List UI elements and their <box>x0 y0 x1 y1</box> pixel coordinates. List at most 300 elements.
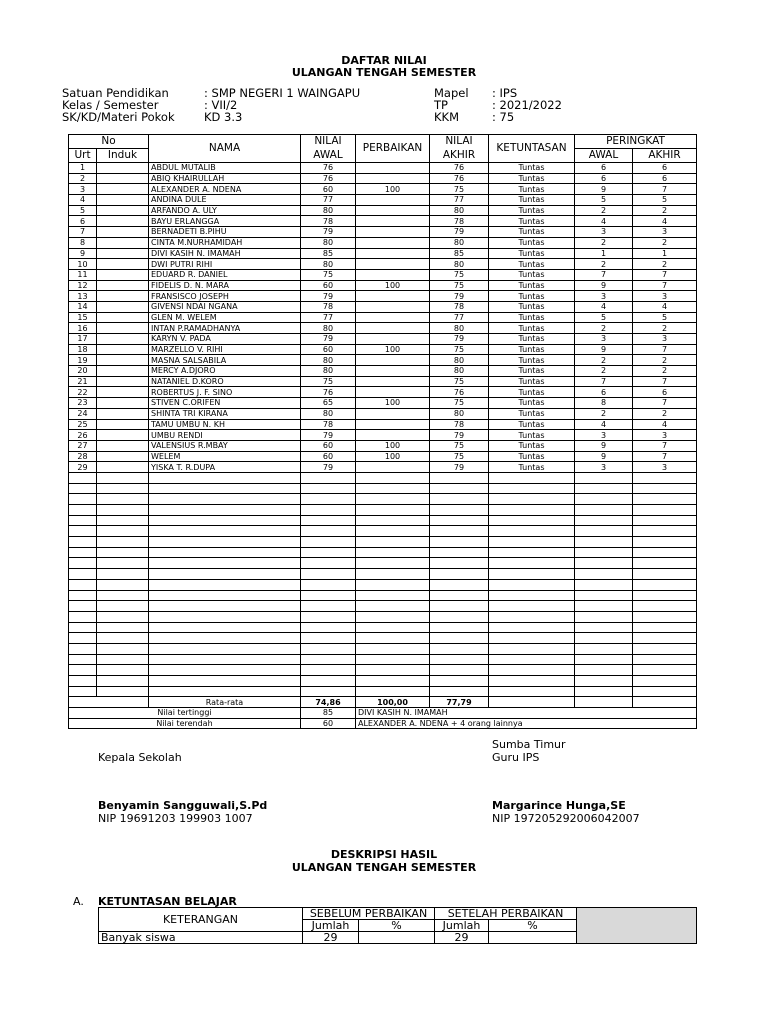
header-perbaikan: PERBAIKAN <box>356 135 430 163</box>
cell-nama: MASNA SALSABILA <box>149 355 301 366</box>
empty-cell <box>489 590 575 601</box>
cell-nama: ROBERTUS J. F. SINO <box>149 387 301 398</box>
empty-cell <box>489 505 575 516</box>
empty-cell <box>575 515 633 526</box>
cell-nilai-awal: 77 <box>301 195 356 206</box>
cell-peringkat-awal: 4 <box>575 419 633 430</box>
cell-nilai-awal: 80 <box>301 323 356 334</box>
header-no: No <box>69 135 149 149</box>
cell-ketuntasan: Tuntas <box>489 227 575 238</box>
empty-row <box>69 590 697 601</box>
empty-cell <box>430 558 489 569</box>
empty-cell <box>430 526 489 537</box>
cell-perbaikan <box>356 334 430 345</box>
empty-cell <box>149 579 301 590</box>
empty-cell <box>149 515 301 526</box>
empty-cell <box>356 590 430 601</box>
cell-perbaikan <box>356 269 430 280</box>
empty-cell <box>301 569 356 580</box>
deskripsi-title-1: DESKRIPSI HASIL <box>330 848 438 861</box>
table-row <box>69 227 697 238</box>
cell-perbaikan <box>356 205 430 216</box>
cell-perbaikan <box>356 355 430 366</box>
cell-nilai-awal: 75 <box>301 269 356 280</box>
cell-nilai-awal: 80 <box>301 408 356 419</box>
empty-cell <box>301 590 356 601</box>
empty-cell <box>97 558 149 569</box>
table-row <box>69 216 697 227</box>
cell-nilai-akhir: 75 <box>430 184 489 195</box>
cell-peringkat-awal: 5 <box>575 312 633 323</box>
cell-nama: TAMU UMBU N. KH <box>149 419 301 430</box>
empty-cell <box>633 515 697 526</box>
empty-cell <box>97 611 149 622</box>
cell-induk <box>97 163 149 174</box>
cell-peringkat-awal: 9 <box>575 451 633 462</box>
empty-cell <box>430 579 489 590</box>
empty-cell <box>489 643 575 654</box>
cell-induk <box>97 269 149 280</box>
empty-cell <box>97 654 149 665</box>
cell-perbaikan <box>356 195 430 206</box>
cell-nama: FIDELIS D. N. MARA <box>149 280 301 291</box>
empty-cell <box>633 643 697 654</box>
empty-cell <box>575 579 633 590</box>
empty-cell <box>356 611 430 622</box>
summary-row-terendah <box>69 718 697 729</box>
cell-peringkat-awal: 2 <box>575 323 633 334</box>
empty-row <box>69 686 697 697</box>
table-row <box>69 205 697 216</box>
cell-ketuntasan: Tuntas <box>489 237 575 248</box>
tinggi-value: 85 <box>301 708 356 719</box>
cell-induk <box>97 355 149 366</box>
cell-nama: DWI PUTRI RIHI <box>149 259 301 270</box>
cell-peringkat-akhir: 3 <box>633 430 697 441</box>
empty-cell <box>633 601 697 612</box>
cell-urt: 21 <box>69 376 97 387</box>
empty-cell <box>575 483 633 494</box>
empty-cell <box>69 579 97 590</box>
cell-peringkat-akhir: 6 <box>633 173 697 184</box>
cell-peringkat-awal: 8 <box>575 398 633 409</box>
empty-cell <box>356 472 430 483</box>
cell-urt: 24 <box>69 408 97 419</box>
empty-cell <box>97 515 149 526</box>
empty-cell <box>97 547 149 558</box>
cell-urt: 3 <box>69 184 97 195</box>
cell-nilai-awal: 60 <box>301 451 356 462</box>
cell-ketuntasan: Tuntas <box>489 291 575 302</box>
cell-peringkat-awal: 3 <box>575 227 633 238</box>
rendah-name: ALEXANDER A. NDENA + 4 orang lainnya <box>356 718 575 729</box>
cell-ketuntasan: Tuntas <box>489 163 575 174</box>
kb-gray-cell <box>577 908 697 944</box>
empty-cell <box>301 537 356 548</box>
cell-peringkat-akhir: 2 <box>633 259 697 270</box>
cell-peringkat-akhir: 3 <box>633 334 697 345</box>
cell-urt: 7 <box>69 227 97 238</box>
cell-nilai-akhir: 75 <box>430 344 489 355</box>
cell-nama: MARZELLO V. RIHI <box>149 344 301 355</box>
empty-cell <box>69 505 97 516</box>
cell-peringkat-akhir: 7 <box>633 280 697 291</box>
cell-perbaikan <box>356 430 430 441</box>
empty-cell <box>356 601 430 612</box>
empty-cell <box>633 622 697 633</box>
cell-nilai-akhir: 75 <box>430 269 489 280</box>
empty-cell <box>69 676 97 687</box>
empty-cell <box>149 526 301 537</box>
cell-ketuntasan: Tuntas <box>489 430 575 441</box>
cell-nilai-akhir: 80 <box>430 366 489 377</box>
cell-nilai-awal: 76 <box>301 173 356 184</box>
empty-row <box>69 611 697 622</box>
empty-cell <box>97 601 149 612</box>
cell-nilai-awal: 60 <box>301 280 356 291</box>
cell-nilai-awal: 79 <box>301 227 356 238</box>
cell-induk <box>97 334 149 345</box>
cell-peringkat-akhir: 3 <box>633 291 697 302</box>
empty-cell <box>149 601 301 612</box>
label-satuan: Satuan Pendidikan <box>62 86 169 100</box>
empty-cell <box>489 611 575 622</box>
kb-setelah: SETELAH PERBAIKAN <box>435 908 577 920</box>
empty-cell <box>633 676 697 687</box>
value-kkm: : 75 <box>492 110 515 124</box>
empty-cell <box>301 515 356 526</box>
empty-cell <box>149 472 301 483</box>
empty-cell <box>356 558 430 569</box>
empty-cell <box>430 676 489 687</box>
sum-blank-a <box>69 697 97 708</box>
cell-nama: GIVENSI NDAI NGANA <box>149 301 301 312</box>
empty-cell <box>69 547 97 558</box>
label-mapel: Mapel <box>434 86 469 100</box>
table-row <box>69 312 697 323</box>
empty-cell <box>430 569 489 580</box>
cell-nilai-akhir: 80 <box>430 408 489 419</box>
empty-cell <box>430 505 489 516</box>
empty-cell <box>149 558 301 569</box>
empty-cell <box>97 494 149 505</box>
title-line-2: ULANGAN TENGAH SEMESTER <box>291 66 477 79</box>
cell-nilai-awal: 80 <box>301 355 356 366</box>
empty-cell <box>489 601 575 612</box>
cell-ketuntasan: Tuntas <box>489 344 575 355</box>
table-row <box>69 323 697 334</box>
ketuntasan-table <box>98 907 697 944</box>
cell-peringkat-akhir: 7 <box>633 344 697 355</box>
empty-cell <box>489 483 575 494</box>
cell-perbaikan <box>356 237 430 248</box>
empty-cell <box>575 569 633 580</box>
cell-nama: KARYN V. PADA <box>149 334 301 345</box>
cell-induk <box>97 280 149 291</box>
cell-induk <box>97 408 149 419</box>
cell-nama: ABDUL MUTALIB <box>149 163 301 174</box>
signature-left-nip: NIP 19691203 199903 1007 <box>98 812 253 825</box>
cell-perbaikan <box>356 301 430 312</box>
cell-peringkat-awal: 3 <box>575 462 633 473</box>
empty-cell <box>301 494 356 505</box>
cell-urt: 2 <box>69 173 97 184</box>
empty-cell <box>430 686 489 697</box>
empty-cell <box>575 633 633 644</box>
empty-cell <box>575 676 633 687</box>
table-row <box>69 398 697 409</box>
empty-cell <box>633 611 697 622</box>
cell-peringkat-akhir: 7 <box>633 451 697 462</box>
cell-urt: 11 <box>69 269 97 280</box>
cell-urt: 12 <box>69 280 97 291</box>
empty-cell <box>356 526 430 537</box>
empty-cell <box>430 537 489 548</box>
rendah-blank-a <box>575 718 633 729</box>
cell-nilai-awal: 78 <box>301 301 356 312</box>
cell-ketuntasan: Tuntas <box>489 440 575 451</box>
cell-nama: BERNADETI B.PIHU <box>149 227 301 238</box>
empty-cell <box>633 569 697 580</box>
cell-nilai-akhir: 79 <box>430 334 489 345</box>
cell-ketuntasan: Tuntas <box>489 248 575 259</box>
cell-urt: 16 <box>69 323 97 334</box>
cell-peringkat-awal: 9 <box>575 440 633 451</box>
cell-induk <box>97 173 149 184</box>
empty-cell <box>97 505 149 516</box>
empty-row <box>69 622 697 633</box>
cell-nilai-akhir: 79 <box>430 227 489 238</box>
cell-induk <box>97 323 149 334</box>
cell-peringkat-akhir: 4 <box>633 301 697 312</box>
empty-cell <box>633 505 697 516</box>
cell-induk <box>97 419 149 430</box>
cell-peringkat-awal: 2 <box>575 408 633 419</box>
empty-cell <box>489 558 575 569</box>
cell-nilai-akhir: 80 <box>430 259 489 270</box>
cell-perbaikan: 100 <box>356 398 430 409</box>
empty-cell <box>356 622 430 633</box>
empty-cell <box>633 665 697 676</box>
empty-cell <box>69 686 97 697</box>
cell-nama: FRANSISCO JOSEPH <box>149 291 301 302</box>
cell-ketuntasan: Tuntas <box>489 301 575 312</box>
rata-perbaikan: 100,00 <box>356 697 430 708</box>
cell-nama: STIVEN C.ORIFEN <box>149 398 301 409</box>
empty-cell <box>97 569 149 580</box>
empty-cell <box>97 686 149 697</box>
signature-right-name: Margarince Hunga,SE <box>492 799 626 812</box>
cell-peringkat-akhir: 2 <box>633 355 697 366</box>
cell-urt: 19 <box>69 355 97 366</box>
empty-cell <box>489 676 575 687</box>
table-row <box>69 344 697 355</box>
table-row <box>69 462 697 473</box>
cell-nilai-akhir: 78 <box>430 301 489 312</box>
label-kelas: Kelas / Semester <box>62 98 159 112</box>
cell-ketuntasan: Tuntas <box>489 376 575 387</box>
cell-perbaikan: 100 <box>356 440 430 451</box>
cell-perbaikan <box>356 163 430 174</box>
cell-urt: 27 <box>69 440 97 451</box>
cell-nilai-akhir: 79 <box>430 291 489 302</box>
empty-cell <box>69 526 97 537</box>
cell-urt: 20 <box>69 366 97 377</box>
empty-cell <box>489 633 575 644</box>
empty-cell <box>430 590 489 601</box>
table-row <box>69 355 697 366</box>
cell-nama: SHINTA TRI KIRANA <box>149 408 301 419</box>
cell-nilai-awal: 79 <box>301 291 356 302</box>
value-satuan: : SMP NEGERI 1 WAINGAPU <box>204 86 361 100</box>
cell-nilai-akhir: 77 <box>430 195 489 206</box>
cell-induk <box>97 366 149 377</box>
cell-nilai-akhir: 75 <box>430 398 489 409</box>
sum-blank-b <box>97 697 149 708</box>
empty-row <box>69 494 697 505</box>
empty-cell <box>301 472 356 483</box>
empty-cell <box>633 633 697 644</box>
empty-cell <box>69 472 97 483</box>
cell-nilai-akhir: 80 <box>430 355 489 366</box>
cell-peringkat-awal: 5 <box>575 195 633 206</box>
cell-nilai-akhir: 76 <box>430 387 489 398</box>
empty-cell <box>489 665 575 676</box>
tinggi-blank-b <box>633 708 697 719</box>
empty-cell <box>69 622 97 633</box>
empty-cell <box>489 654 575 665</box>
empty-cell <box>430 622 489 633</box>
empty-cell <box>575 643 633 654</box>
cell-nilai-awal: 80 <box>301 205 356 216</box>
cell-urt: 28 <box>69 451 97 462</box>
empty-cell <box>149 537 301 548</box>
cell-perbaikan <box>356 387 430 398</box>
cell-peringkat-awal: 7 <box>575 269 633 280</box>
cell-induk <box>97 259 149 270</box>
empty-cell <box>149 547 301 558</box>
empty-row <box>69 601 697 612</box>
table-row <box>69 280 697 291</box>
cell-nilai-akhir: 75 <box>430 440 489 451</box>
empty-cell <box>149 483 301 494</box>
cell-peringkat-akhir: 1 <box>633 248 697 259</box>
cell-nama: VALENSIUS R.MBAY <box>149 440 301 451</box>
empty-cell <box>356 665 430 676</box>
tinggi-name: DIVI KASIH N. IMAMAH <box>356 708 575 719</box>
table-row <box>69 419 697 430</box>
cell-nilai-awal: 85 <box>301 248 356 259</box>
rata-ketuntasan <box>489 697 575 708</box>
cell-peringkat-akhir: 4 <box>633 419 697 430</box>
cell-perbaikan <box>356 173 430 184</box>
cell-perbaikan: 100 <box>356 344 430 355</box>
header-nilai-akhir: NILAI <box>430 135 489 149</box>
cell-nilai-akhir: 75 <box>430 451 489 462</box>
empty-cell <box>575 665 633 676</box>
cell-perbaikan: 100 <box>356 280 430 291</box>
cell-nama: GLEN M. WELEM <box>149 312 301 323</box>
label-tp: TP <box>434 98 448 112</box>
empty-row <box>69 676 697 687</box>
empty-cell <box>97 665 149 676</box>
kb-setelah-persen <box>489 932 577 944</box>
empty-row <box>69 633 697 644</box>
cell-induk <box>97 216 149 227</box>
empty-cell <box>489 547 575 558</box>
cell-perbaikan <box>356 291 430 302</box>
cell-nilai-awal: 79 <box>301 462 356 473</box>
empty-cell <box>149 654 301 665</box>
rata-p-akhir <box>633 697 697 708</box>
empty-cell <box>97 472 149 483</box>
cell-peringkat-awal: 4 <box>575 301 633 312</box>
cell-urt: 10 <box>69 259 97 270</box>
empty-row <box>69 472 697 483</box>
empty-cell <box>301 622 356 633</box>
empty-cell <box>301 665 356 676</box>
cell-peringkat-akhir: 6 <box>633 163 697 174</box>
cell-nama: EDUARD R. DANIEL <box>149 269 301 280</box>
cell-ketuntasan: Tuntas <box>489 334 575 345</box>
title-line-1: DAFTAR NILAI <box>341 54 427 67</box>
rata-p-awal <box>575 697 633 708</box>
empty-row <box>69 547 697 558</box>
header-ketuntasan: KETUNTASAN <box>489 135 575 163</box>
kb-sebelum-persen <box>359 932 435 944</box>
cell-nilai-akhir: 75 <box>430 280 489 291</box>
rata-awal: 74,86 <box>301 697 356 708</box>
empty-cell <box>430 547 489 558</box>
cell-perbaikan <box>356 366 430 377</box>
cell-perbaikan <box>356 462 430 473</box>
cell-induk <box>97 398 149 409</box>
cell-nilai-akhir: 75 <box>430 376 489 387</box>
empty-cell <box>489 526 575 537</box>
cell-peringkat-akhir: 7 <box>633 440 697 451</box>
cell-peringkat-akhir: 7 <box>633 269 697 280</box>
cell-ketuntasan: Tuntas <box>489 312 575 323</box>
cell-peringkat-awal: 2 <box>575 205 633 216</box>
empty-cell <box>356 537 430 548</box>
empty-row <box>69 526 697 537</box>
empty-cell <box>97 643 149 654</box>
cell-nama: BAYU ERLANGGA <box>149 216 301 227</box>
empty-cell <box>97 537 149 548</box>
empty-cell <box>69 643 97 654</box>
cell-induk <box>97 184 149 195</box>
cell-ketuntasan: Tuntas <box>489 205 575 216</box>
empty-cell <box>149 686 301 697</box>
header-nilai-awal: NILAI <box>301 135 356 149</box>
cell-perbaikan <box>356 259 430 270</box>
empty-cell <box>301 547 356 558</box>
empty-cell <box>69 515 97 526</box>
cell-peringkat-awal: 2 <box>575 366 633 377</box>
empty-cell <box>69 494 97 505</box>
kb-keterangan: KETERANGAN <box>99 908 303 932</box>
empty-cell <box>489 515 575 526</box>
cell-urt: 6 <box>69 216 97 227</box>
empty-row <box>69 569 697 580</box>
cell-nilai-akhir: 85 <box>430 248 489 259</box>
cell-nilai-awal: 60 <box>301 344 356 355</box>
signature-right-nip: NIP 197205292006042007 <box>492 812 640 825</box>
signature-left-role: Kepala Sekolah <box>98 751 182 764</box>
empty-cell <box>430 633 489 644</box>
cell-nilai-awal: 79 <box>301 430 356 441</box>
empty-row <box>69 643 697 654</box>
